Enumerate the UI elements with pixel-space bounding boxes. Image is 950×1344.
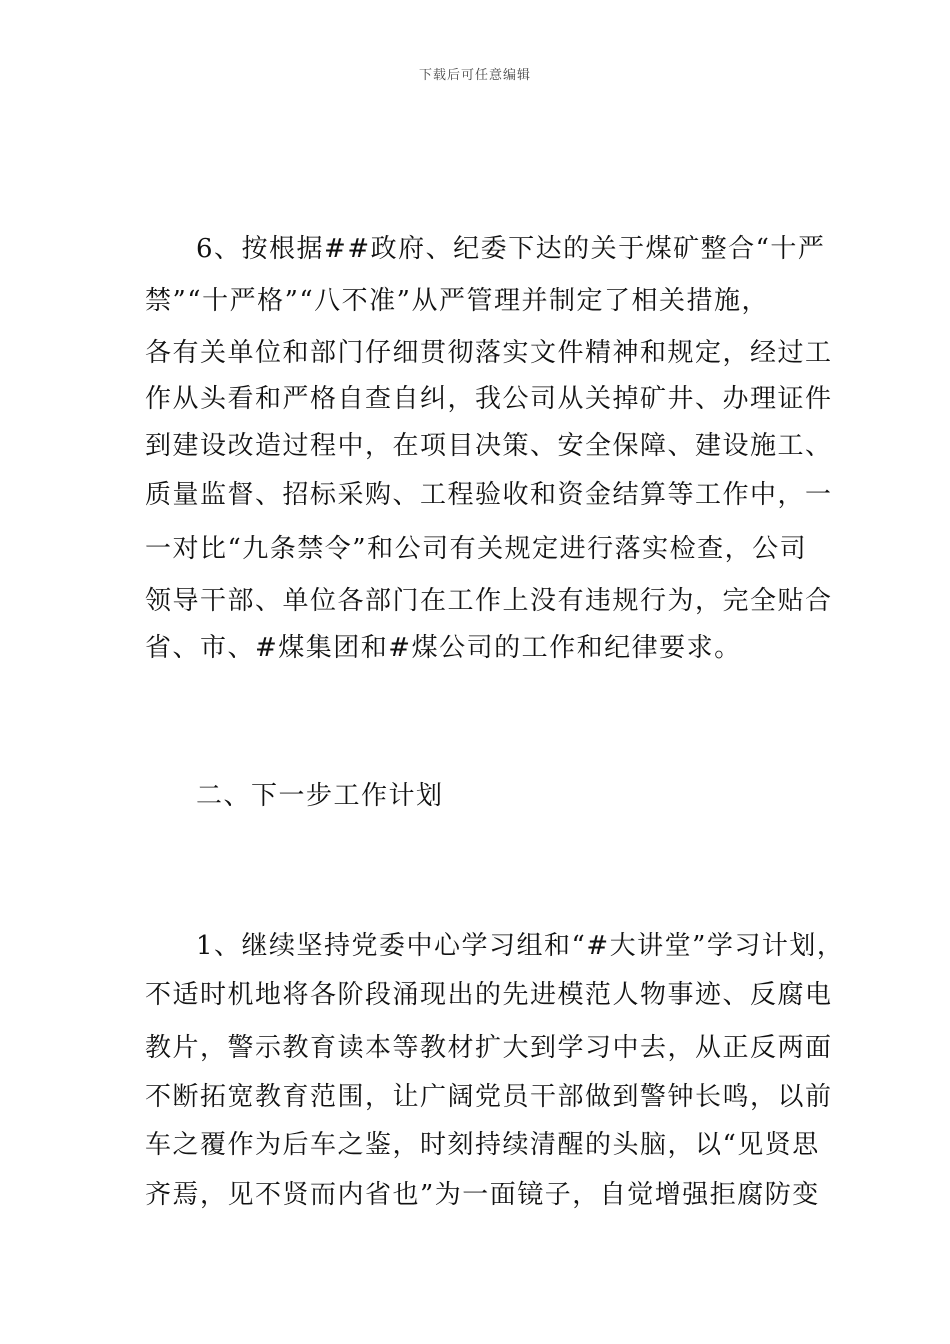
paragraph-line: 到建设改造过程中，在项目决策、安全保障、建设施工、 <box>145 431 833 461</box>
paragraph-line: 禁”“十严格”“八不准”从严管理并制定了相关措施， <box>145 286 769 316</box>
paragraph-line: 不适时机地将各阶段涌现出的先进模范人物事迹、反腐电 <box>145 980 833 1010</box>
paragraph-line: 一对比“九条禁令”和公司有关规定进行落实检查，公司 <box>145 534 808 564</box>
section-heading: 二、下一步工作计划 <box>196 781 444 811</box>
paragraph-line: 质量监督、招标采购、工程验收和资金结算等工作中，一 <box>145 480 833 510</box>
header-note: 下载后可任意编辑 <box>418 68 531 83</box>
paragraph-line: 教片，警示教育读本等教材扩大到学习中去，从正反两面 <box>145 1033 833 1063</box>
paragraph-line: 领导干部、单位各部门在工作上没有违规行为，完全贴合 <box>145 586 833 616</box>
paragraph-line: 1、继续坚持党委中心学习组和“#大讲堂”学习计划， <box>196 931 845 961</box>
paragraph-line: 省、市、#煤集团和#煤公司的工作和纪律要求。 <box>145 633 742 663</box>
paragraph-line: 车之覆作为后车之鉴，时刻持续清醒的头脑，以“见贤思 <box>145 1130 820 1160</box>
paragraph-line: 作从头看和严格自查自纠，我公司从关掉矿井、办理证件 <box>145 384 833 414</box>
paragraph-line: 不断拓宽教育范围，让广阔党员干部做到警钟长鸣，以前 <box>145 1082 833 1112</box>
paragraph-line: 各有关单位和部门仔细贯彻落实文件精神和规定，经过工 <box>145 338 833 368</box>
paragraph-line: 齐焉，见不贤而内省也”为一面镜子，自觉增强拒腐防变 <box>145 1180 820 1210</box>
paragraph-line: 6、按根据##政府、纪委下达的关于煤矿整合“十严 <box>196 234 826 264</box>
